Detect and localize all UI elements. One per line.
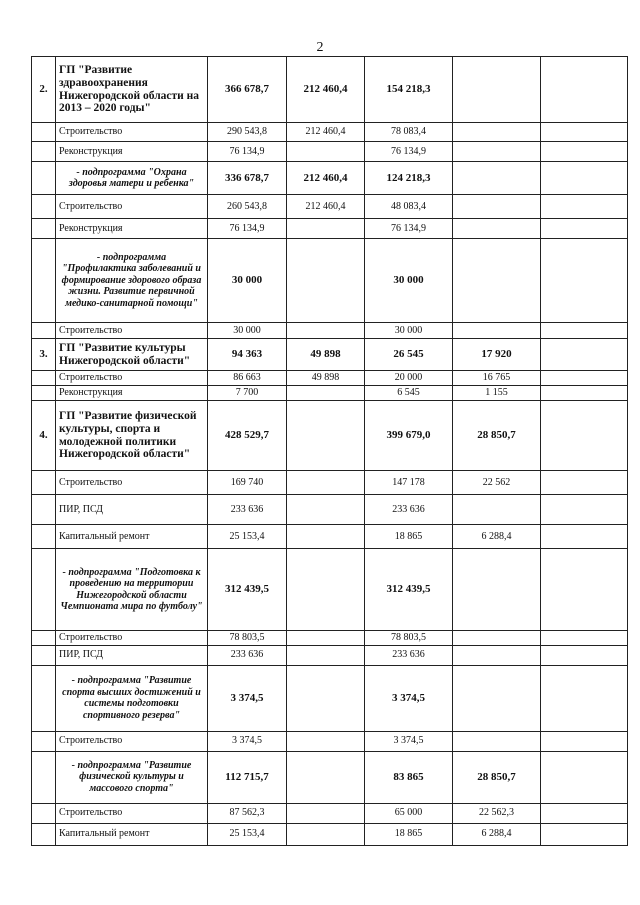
total-value: 94 363 <box>208 339 287 371</box>
row-number: 3. <box>32 339 56 371</box>
local-value: 1 155 <box>453 386 541 401</box>
row-number <box>32 731 56 751</box>
row-name: Строительство <box>56 123 208 142</box>
federal-value <box>287 219 365 239</box>
federal-value <box>287 751 365 803</box>
federal-value <box>287 142 365 162</box>
row-number <box>32 239 56 323</box>
other-value <box>541 371 628 386</box>
local-value <box>453 162 541 195</box>
line-item-row <box>32 142 628 162</box>
local-value: 28 850,7 <box>453 401 541 471</box>
row-name: - подпрограмма "Профилактика заболеваний и формирование здорового образа жизни. Развитие первичной медико-санитарной помощи" <box>56 239 208 323</box>
row-name: ПИР, ПСД <box>56 645 208 665</box>
other-value <box>541 631 628 646</box>
table-body <box>32 57 628 846</box>
federal-value <box>287 495 365 525</box>
total-value: 336 678,7 <box>208 162 287 195</box>
total-value: 428 529,7 <box>208 401 287 471</box>
local-value: 16 765 <box>453 371 541 386</box>
row-name: Капитальный ремонт <box>56 823 208 845</box>
total-value: 76 134,9 <box>208 142 287 162</box>
line-item-row <box>32 219 628 239</box>
other-value <box>541 57 628 123</box>
line-item-row <box>32 495 628 525</box>
regional-value: 233 636 <box>365 645 453 665</box>
row-number <box>32 549 56 631</box>
federal-value: 49 898 <box>287 371 365 386</box>
row-name: ГП "Развитие здравоохранения Нижегородской области на 2013 – 2020 годы" <box>56 57 208 123</box>
total-value: 312 439,5 <box>208 549 287 631</box>
regional-value: 20 000 <box>365 371 453 386</box>
regional-value: 154 218,3 <box>365 57 453 123</box>
line-item-row <box>32 823 628 845</box>
local-value <box>453 631 541 646</box>
other-value <box>541 123 628 142</box>
regional-value: 83 865 <box>365 751 453 803</box>
other-value <box>541 239 628 323</box>
subprogram-row <box>32 239 628 323</box>
total-value: 366 678,7 <box>208 57 287 123</box>
local-value: 6 288,4 <box>453 525 541 549</box>
row-number <box>32 495 56 525</box>
row-name: Строительство <box>56 323 208 339</box>
line-item-row <box>32 195 628 219</box>
line-item-row <box>32 386 628 401</box>
total-value: 233 636 <box>208 645 287 665</box>
local-value: 22 562 <box>453 471 541 495</box>
federal-value <box>287 665 365 731</box>
total-value: 25 153,4 <box>208 525 287 549</box>
row-number <box>32 219 56 239</box>
row-number <box>32 471 56 495</box>
regional-value: 3 374,5 <box>365 731 453 751</box>
regional-value: 78 803,5 <box>365 631 453 646</box>
regional-value: 76 134,9 <box>365 142 453 162</box>
row-number <box>32 631 56 646</box>
total-value: 3 374,5 <box>208 665 287 731</box>
total-value: 30 000 <box>208 239 287 323</box>
program-row <box>32 401 628 471</box>
total-value: 25 153,4 <box>208 823 287 845</box>
row-name: - подпрограмма "Охрана здоровья матери и ребенка" <box>56 162 208 195</box>
local-value <box>453 219 541 239</box>
subprogram-row <box>32 751 628 803</box>
regional-value: 233 636 <box>365 495 453 525</box>
program-row <box>32 57 628 123</box>
regional-value: 76 134,9 <box>365 219 453 239</box>
program-row <box>32 339 628 371</box>
federal-value <box>287 471 365 495</box>
federal-value <box>287 645 365 665</box>
other-value <box>541 751 628 803</box>
row-name: - подпрограмма "Развитие физической культуры и массового спорта" <box>56 751 208 803</box>
federal-value: 212 460,4 <box>287 195 365 219</box>
subprogram-row <box>32 665 628 731</box>
page-number: 2 <box>316 40 324 55</box>
other-value <box>541 401 628 471</box>
other-value <box>541 731 628 751</box>
budget-table <box>31 56 628 846</box>
line-item-row <box>32 471 628 495</box>
other-value <box>541 471 628 495</box>
line-item-row <box>32 731 628 751</box>
federal-value <box>287 401 365 471</box>
local-value <box>453 57 541 123</box>
line-item-row <box>32 631 628 646</box>
regional-value: 48 083,4 <box>365 195 453 219</box>
line-item-row <box>32 123 628 142</box>
regional-value: 65 000 <box>365 803 453 823</box>
row-name: Реконструкция <box>56 219 208 239</box>
federal-value <box>287 323 365 339</box>
other-value <box>541 495 628 525</box>
total-value: 169 740 <box>208 471 287 495</box>
local-value <box>453 645 541 665</box>
row-number <box>32 371 56 386</box>
local-value <box>453 323 541 339</box>
row-number <box>32 123 56 142</box>
total-value: 86 663 <box>208 371 287 386</box>
total-value: 7 700 <box>208 386 287 401</box>
total-value: 3 374,5 <box>208 731 287 751</box>
row-name: Строительство <box>56 803 208 823</box>
other-value <box>541 386 628 401</box>
line-item-row <box>32 371 628 386</box>
line-item-row <box>32 645 628 665</box>
row-name: Строительство <box>56 731 208 751</box>
row-number <box>32 162 56 195</box>
federal-value <box>287 631 365 646</box>
line-item-row <box>32 323 628 339</box>
other-value <box>541 645 628 665</box>
regional-value: 312 439,5 <box>365 549 453 631</box>
federal-value <box>287 386 365 401</box>
row-number: 2. <box>32 57 56 123</box>
federal-value <box>287 731 365 751</box>
row-number <box>32 142 56 162</box>
regional-value: 18 865 <box>365 525 453 549</box>
federal-value: 212 460,4 <box>287 123 365 142</box>
subprogram-row <box>32 549 628 631</box>
local-value: 22 562,3 <box>453 803 541 823</box>
subprogram-row <box>32 162 628 195</box>
row-name: ГП "Развитие культуры Нижегородской области" <box>56 339 208 371</box>
row-number <box>32 665 56 731</box>
total-value: 112 715,7 <box>208 751 287 803</box>
regional-value: 18 865 <box>365 823 453 845</box>
row-name: Капитальный ремонт <box>56 525 208 549</box>
total-value: 233 636 <box>208 495 287 525</box>
local-value <box>453 549 541 631</box>
row-name: Строительство <box>56 195 208 219</box>
regional-value: 26 545 <box>365 339 453 371</box>
row-name: Реконструкция <box>56 142 208 162</box>
row-number <box>32 803 56 823</box>
row-name: ПИР, ПСД <box>56 495 208 525</box>
row-number <box>32 386 56 401</box>
other-value <box>541 339 628 371</box>
row-number <box>32 751 56 803</box>
total-value: 87 562,3 <box>208 803 287 823</box>
row-number <box>32 195 56 219</box>
regional-value: 6 545 <box>365 386 453 401</box>
regional-value: 147 178 <box>365 471 453 495</box>
local-value <box>453 495 541 525</box>
federal-value <box>287 549 365 631</box>
federal-value: 49 898 <box>287 339 365 371</box>
total-value: 30 000 <box>208 323 287 339</box>
regional-value: 399 679,0 <box>365 401 453 471</box>
row-name: ГП "Развитие физической культуры, спорта и молодежной политики Нижегородской области" <box>56 401 208 471</box>
row-name: Строительство <box>56 371 208 386</box>
row-number: 4. <box>32 401 56 471</box>
federal-value <box>287 803 365 823</box>
total-value: 290 543,8 <box>208 123 287 142</box>
regional-value: 30 000 <box>365 323 453 339</box>
federal-value <box>287 239 365 323</box>
federal-value <box>287 525 365 549</box>
row-name: - подпрограмма "Развитие спорта высших достижений и системы подготовки спортивного резерва" <box>56 665 208 731</box>
other-value <box>541 323 628 339</box>
local-value <box>453 731 541 751</box>
local-value <box>453 123 541 142</box>
federal-value: 212 460,4 <box>287 57 365 123</box>
row-name: - подпрограмма "Подготовка к проведению на территории Нижегородской области Чемпионата мира по футболу" <box>56 549 208 631</box>
other-value <box>541 195 628 219</box>
other-value <box>541 823 628 845</box>
other-value <box>541 219 628 239</box>
total-value: 78 803,5 <box>208 631 287 646</box>
row-name: Строительство <box>56 631 208 646</box>
regional-value: 30 000 <box>365 239 453 323</box>
local-value: 6 288,4 <box>453 823 541 845</box>
row-number <box>32 323 56 339</box>
other-value <box>541 549 628 631</box>
row-name: Реконструкция <box>56 386 208 401</box>
other-value <box>541 162 628 195</box>
regional-value: 124 218,3 <box>365 162 453 195</box>
regional-value: 3 374,5 <box>365 665 453 731</box>
row-number <box>32 645 56 665</box>
line-item-row <box>32 525 628 549</box>
local-value: 17 920 <box>453 339 541 371</box>
regional-value: 78 083,4 <box>365 123 453 142</box>
federal-value <box>287 823 365 845</box>
local-value <box>453 239 541 323</box>
row-name: Строительство <box>56 471 208 495</box>
other-value <box>541 665 628 731</box>
local-value <box>453 142 541 162</box>
other-value <box>541 142 628 162</box>
other-value <box>541 525 628 549</box>
row-number <box>32 823 56 845</box>
total-value: 260 543,8 <box>208 195 287 219</box>
local-value <box>453 195 541 219</box>
line-item-row <box>32 803 628 823</box>
other-value <box>541 803 628 823</box>
local-value: 28 850,7 <box>453 751 541 803</box>
total-value: 76 134,9 <box>208 219 287 239</box>
row-number <box>32 525 56 549</box>
federal-value: 212 460,4 <box>287 162 365 195</box>
local-value <box>453 665 541 731</box>
